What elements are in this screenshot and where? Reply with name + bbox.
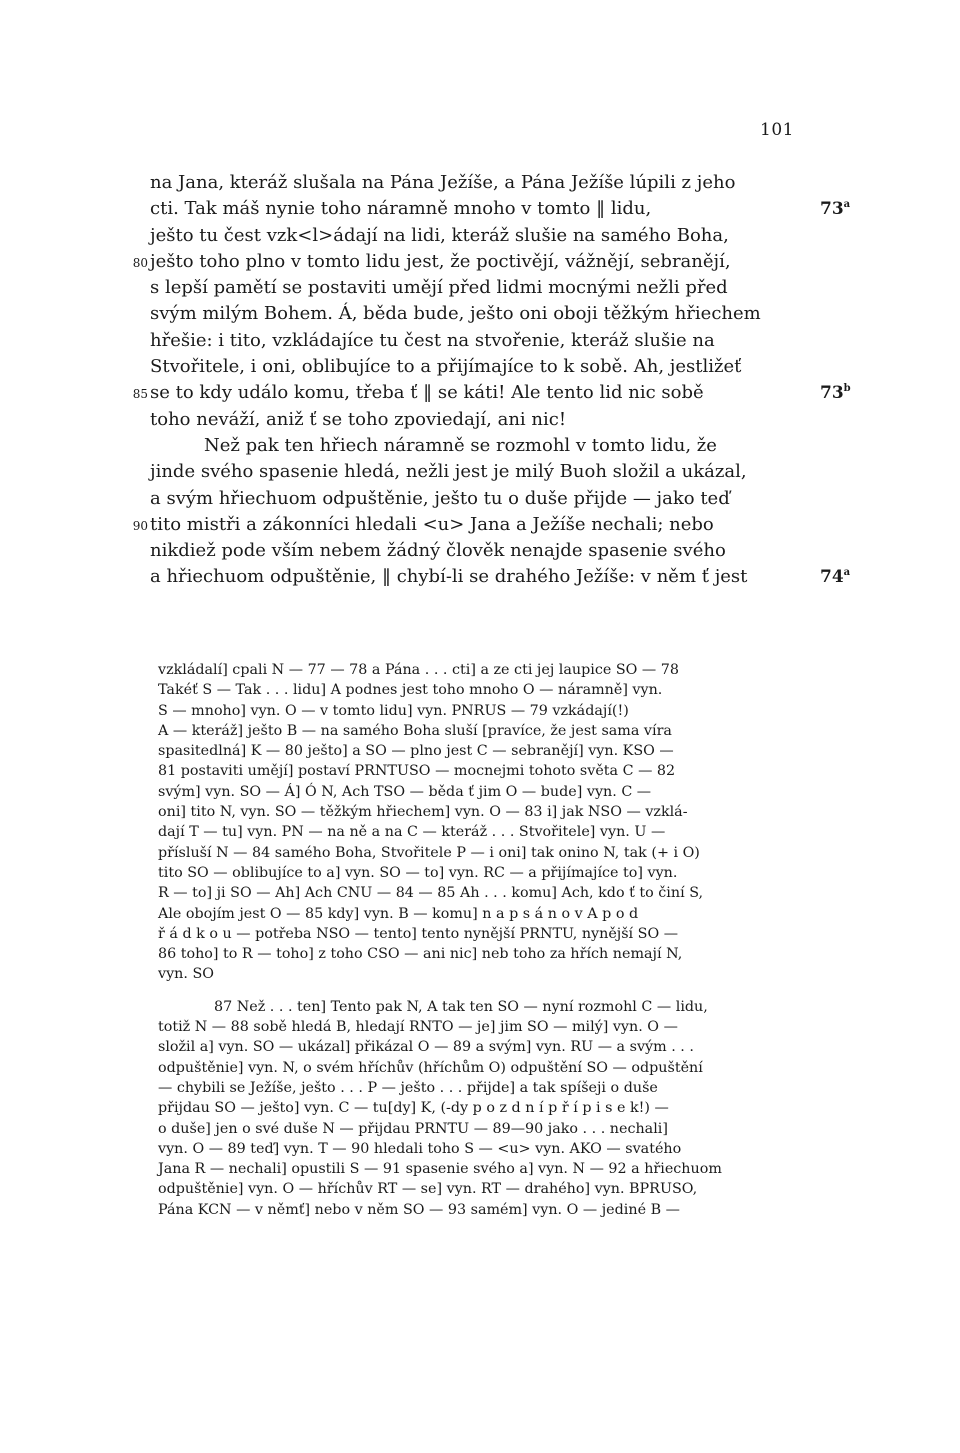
text-line xyxy=(132,380,851,406)
line-text: Než pak ten hřiech náramně se rozmohl v tomto lidu, že xyxy=(204,434,717,456)
line-text: na Jana, kteráž slušala na Pána Ježíše, a Pána Ježíše lúpili z jeho xyxy=(150,172,736,193)
apparatus-line: Pána KCN — v němť] nebo v něm SO — 93 samém] vyn. O — jediné B — xyxy=(158,1201,680,1218)
text-line xyxy=(132,249,800,275)
text-line xyxy=(150,407,800,433)
text-line xyxy=(150,301,800,327)
margin-folio-ref xyxy=(820,380,851,406)
main-text xyxy=(132,170,851,591)
margin-folio-number: 73 xyxy=(820,199,844,220)
margin-folio-ref xyxy=(820,564,850,590)
line-number: 85 xyxy=(132,387,148,402)
margin-folio-side: a xyxy=(843,199,851,211)
apparatus-line: odpuštěnie] vyn. N, o svém hříchův (hříchům O) odpuštění SO — odpuštění xyxy=(158,1059,703,1076)
text-line xyxy=(150,354,800,380)
apparatus-line: Jana R — nechali] opustili S — 91 spasenie svého a] vyn. N — 92 a hřiechuom xyxy=(158,1161,722,1178)
text-line xyxy=(150,538,800,564)
apparatus-line: složil a] vyn. SO — ukázal] přikázal O — 89 a svým] vyn. RU — a svým . . . xyxy=(158,1039,694,1056)
apparatus-gap xyxy=(158,985,798,997)
line-text: tito mistři a zákonníci hledali <u> Jana a Ježíše nechali; nebo xyxy=(150,513,714,535)
line-number: 80 xyxy=(132,255,148,270)
text-line xyxy=(150,196,851,222)
line-text: Stvořitele, i oni, oblibujíce to a přijímajíce to k sobě. Ah, jestližeť xyxy=(150,356,742,378)
line-text: hřešie: i tito, vzkládajíce tu čest na stvořenie, kteráž slušie na xyxy=(150,329,715,351)
apparatus-line: — chybili se Ježíše, ješto . . . P — ješto . . . přijde] a tak spíšeji o duše xyxy=(158,1079,658,1096)
line-text: s lepší pamětí se postaviti umějí před lidmi mocnými nežli před xyxy=(150,277,728,299)
apparatus-line: A — kteráž] ješto B — na samého Boha sluší [pravíce, že jest sama víra xyxy=(158,722,672,739)
apparatus-line: odpuštěnie] vyn. O — hříchův RT — se] vyn. RT — drahého] vyn. BPRUSO, xyxy=(158,1181,698,1198)
apparatus-line: vzkládalí] cpali N — 77 — 78 a Pána . . . cti] a ze cti jej laupice SO — 78 xyxy=(158,662,679,678)
line-text: ješto tu čest vzk<l>ádají na lidi, kteráž slušie na samého Boha, xyxy=(150,224,729,246)
text-line xyxy=(150,564,851,590)
apparatus-line: 87 Než . . . ten] Tento pak N, A tak ten SO — nyní rozmohl C — lidu, xyxy=(214,998,708,1015)
apparatus-line: Takéť S — Tak . . . lidu] A podnes jest toho mnoho O — náramně] vyn. xyxy=(158,682,663,699)
margin-folio-number: 73 xyxy=(820,383,844,404)
line-text: cti. Tak máš nynie toho náramně mnoho v tomto ‖ lidu, xyxy=(150,198,652,220)
text-line xyxy=(150,275,800,301)
line-text: svým milým Bohem. Á, běda bude, ješto oni oboji těžkým hřiechem xyxy=(150,303,761,325)
apparatus-line: tito SO — oblibujíce to a] vyn. SO — to] vyn. RC — a přijímajíce to] vyn. xyxy=(158,864,678,881)
text-line xyxy=(150,459,800,485)
line-text: jinde svého spasenie hledá, nežli jest je milý Buoh složil a ukázal, xyxy=(150,461,747,483)
margin-folio-side: b xyxy=(843,383,851,395)
apparatus-line: o duše] jen o své duše N — přijdau PRNTU — 89—90 jako . . . nechali] xyxy=(158,1120,668,1137)
apparatus-line: totiž N — 88 sobě hledá B, hledají RNTO — je] jim SO — milý] vyn. O — xyxy=(158,1019,678,1036)
apparatus-line: vyn. O — 89 teď] vyn. T — 90 hledali toho S — <u> vyn. AKO — svatého xyxy=(158,1140,682,1157)
apparatus-line: přísluší N — 84 samého Boha, Stvořitele P — i oni] tak onino N, tak (+ i O) xyxy=(158,844,700,861)
apparatus-line: ř á d k o u — potřeba NSO — tento] tento nynější PRNTU, nynější SO — xyxy=(158,925,679,942)
line-text: a svým hřiechuom odpuštěnie, ješto tu o duše přijde — jako teď xyxy=(150,487,730,509)
apparatus-line: Ale obojím jest O — 85 kdy] vyn. B — komu] n a p s á n o v A p o d xyxy=(158,905,639,922)
apparatus-line: R — to] ji SO — Ah] Ach CNU — 84 — 85 Ah . . . komu] Ach, kdo ť to činí S, xyxy=(158,885,704,902)
line-text: nikdiež pode vším nebem žádný člověk nenajde spasenie svého xyxy=(150,540,726,562)
margin-folio-number: 74 xyxy=(820,567,844,588)
text-line xyxy=(150,223,800,249)
apparatus-line: 81 postaviti umějí] postaví PRNTUSO — mocnejmi tohoto světa C — 82 xyxy=(158,763,676,780)
text-line xyxy=(150,328,800,354)
text-line xyxy=(150,170,800,196)
apparatus-line: S — mnoho] vyn. O — v tomto lidu] vyn. PNRUS — 79 vzkádají(!) xyxy=(158,702,629,719)
line-number: 90 xyxy=(132,518,148,533)
margin-folio-side: a xyxy=(843,567,851,579)
apparatus-line: oni] tito N, vyn. SO — těžkým hřiechem] vyn. O — 83 i] jak NSO — vzklá- xyxy=(158,804,688,821)
text-line xyxy=(150,486,800,512)
apparatus-line: přijdau SO — ješto] vyn. C — tu[dy] K, (-dy p o z d n í p ř í p i s e k!) — xyxy=(158,1100,669,1117)
line-text: toho neváží, aniž ť se toho zpoviedají, ani nic! xyxy=(150,408,567,430)
margin-folio-ref xyxy=(820,196,850,222)
line-text: ješto toho plno v tomto lidu jest, že poctivějí, vážnějí, sebranějí, xyxy=(150,250,731,272)
critical-apparatus xyxy=(158,660,798,1220)
page-number: 101 xyxy=(760,120,794,140)
text-line xyxy=(150,433,800,459)
apparatus-line: spasitedlná] K — 80 ješto] a SO — plno jest C — sebranějí] vyn. KSO — xyxy=(158,743,674,760)
apparatus-line: dají T — tu] vyn. PN — na ně a na C — kteráž . . . Stvořitele] vyn. U — xyxy=(158,824,666,841)
apparatus-line: 86 toho] to R — toho] z toho CSO — ani nic] neb toho za hřích nemají N, xyxy=(158,946,683,963)
line-text: se to kdy událo komu, třeba ť ‖ se káti! Ale tento lid nic sobě xyxy=(150,382,704,404)
apparatus-line: vyn. SO xyxy=(158,966,214,983)
text-line xyxy=(132,512,800,538)
apparatus-line: svým] vyn. SO — Á] Ó N, Ach TSO — běda ť jim O — bude] vyn. C — xyxy=(158,783,652,800)
line-text: a hřiechuom odpuštěnie, ‖ chybí-li se drahého Ježíše: v něm ť jest xyxy=(150,566,748,588)
